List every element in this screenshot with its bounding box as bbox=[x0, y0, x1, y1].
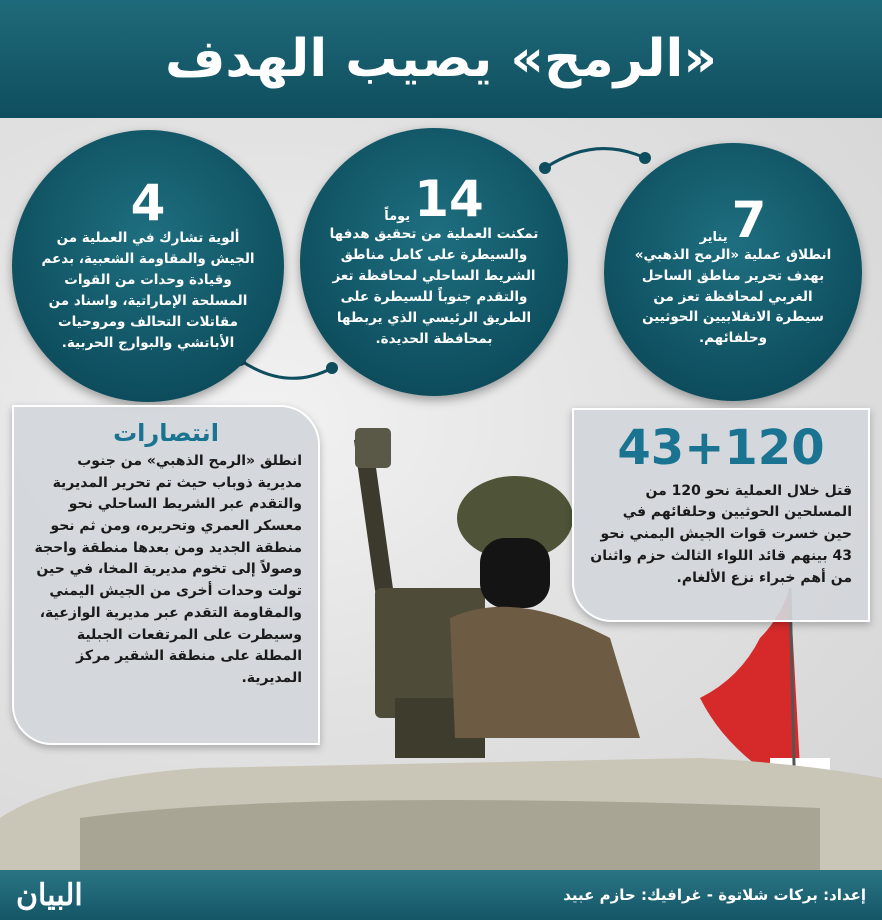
stat-number: 4 bbox=[130, 174, 166, 233]
victories-panel bbox=[12, 405, 320, 745]
casualties-text: قتل خلال العملية نحو 120 من المسلحين الحوثيين وحلفائهم في حين خسرت قوات الجيش اليمني نحو 43 بينهم قائد اللواء الثالث حزم واثنان من أهم خبراء نزع الألغام. bbox=[590, 482, 852, 586]
header-banner bbox=[0, 0, 882, 118]
stat-text: تمكنت العملية من تحقيق هدفها والسيطرة على كامل مناطق الشريط الساحلي لمحافظة تعز والتقدم جنوباً للسيطرة على الطريق الرئيسي الذي يربطها بمحافظة الحديدة. bbox=[329, 226, 539, 347]
stat-text: ألوية تشارك في العملية من الجيش والمقاومة الشعبية، بدعم وقيادة وحدات من القوات المسلحة الإماراتية، واسناد من مقاتلات التحالف ومروحيات الأباتشي والبوارج الحربية. bbox=[41, 230, 255, 351]
connector-line-right bbox=[535, 140, 655, 190]
stat-circle-days bbox=[300, 128, 568, 396]
page-title: «الرمح» يصيب الهدف bbox=[165, 29, 717, 89]
stat-unit: يناير bbox=[699, 229, 728, 245]
casualties-panel bbox=[572, 408, 870, 622]
victories-text: انطلق «الرمح الذهبي» من جنوب مديرية ذوباب حيث تم تحرير المديرية والتقدم عبر الشريط الساحلي نحو معسكر العمري وتحريره، ومن ثم نحو منطقة الجديد ومن بعدها منطقة واحجة وصولاً إلى تخوم مديرية المخا، في حين تولت وحدات أخرى من الجيش اليمني والمقاومة التقدم عبر مديرية الوازعية، وسيطرت على المرتفعات الجبلية المطلة على منطقة الشقير مركز المديرية. bbox=[34, 453, 302, 686]
casualties-title: 43+120 bbox=[617, 420, 825, 476]
victories-title: انتصارات bbox=[113, 419, 219, 447]
stat-number: 7 bbox=[731, 190, 767, 249]
stat-number: 14 bbox=[414, 170, 484, 229]
footer-bar bbox=[0, 870, 882, 920]
stat-unit: يوماً bbox=[384, 209, 411, 225]
stat-circle-brigades bbox=[12, 130, 284, 402]
stat-text: انطلاق عملية «الرمح الذهبي» بهدف تحرير مناطق الساحل الغربي لمحافظة تعز من سيطرة الانقلابيين الحوثيين وحلفائهم. bbox=[634, 246, 832, 347]
stat-circle-january bbox=[604, 143, 862, 401]
credits-text: إعداد: بركات شلاتوة - غرافيك: حازم عبيد bbox=[563, 886, 866, 904]
brand-logo: البيان bbox=[16, 877, 83, 913]
